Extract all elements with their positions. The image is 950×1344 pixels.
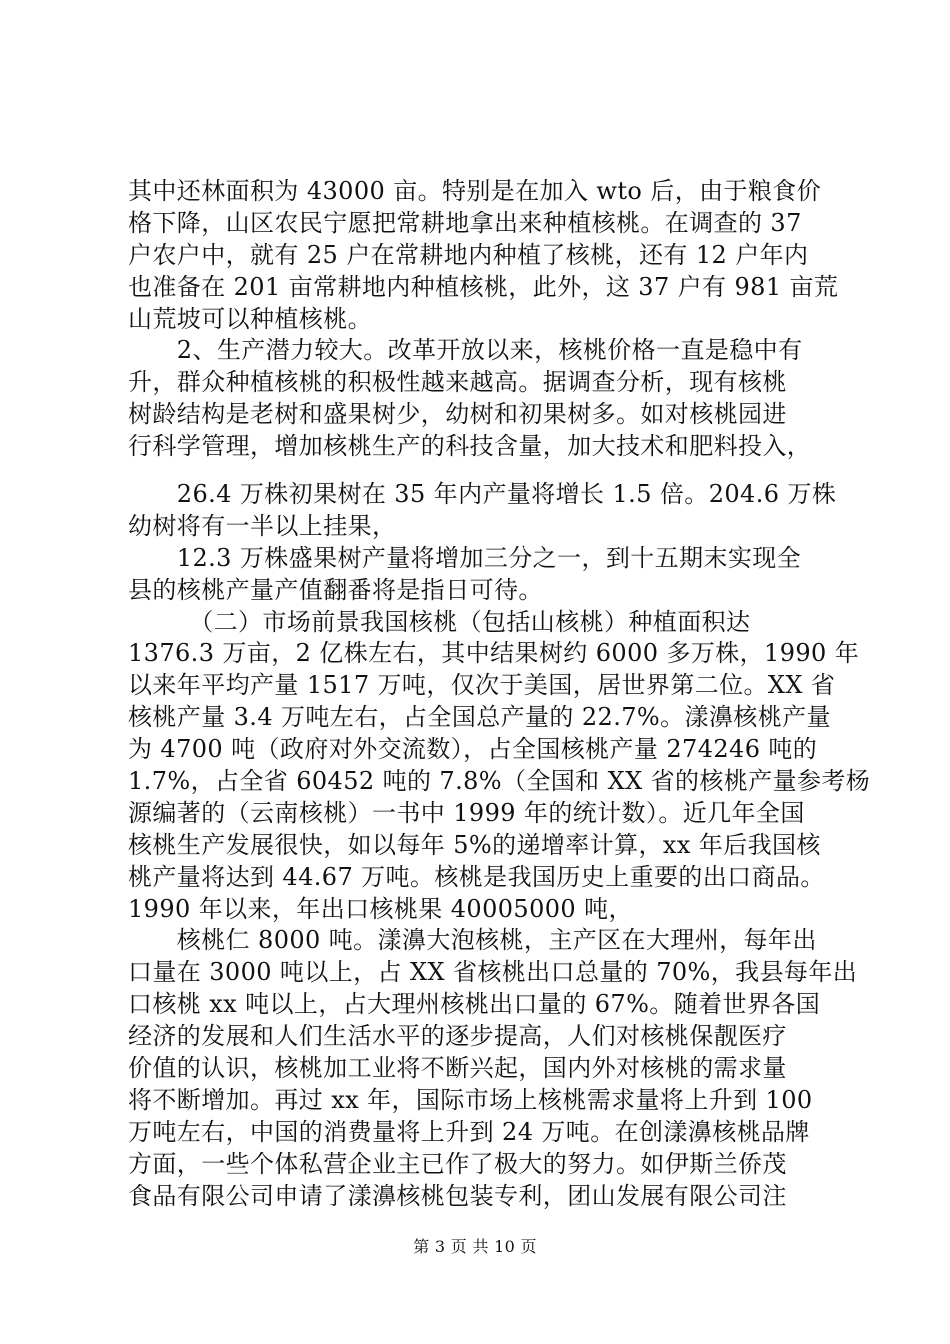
text-line: 1990 年以来，年出口核桃果 40005000 吨， <box>128 894 633 923</box>
paragraph-block-1 <box>128 176 839 463</box>
text-line: 行科学管理，增加核桃生产的科技含量，加大技术和肥料投入， <box>128 432 812 461</box>
text-line: 方面，一些个体私营企业主已作了极大的努力。如伊斯兰侨茂 <box>128 1149 787 1178</box>
text-line: 升，群众种植核桃的积极性越来越高。据调查分析，现有核桃 <box>128 368 787 397</box>
text-line: 将不断增加。再过 xx 年，国际市场上核桃需求量将上升到 100 <box>128 1085 813 1114</box>
text-line: 1.7%，占全省 60452 吨的 7.8%（全国和 XX 省的核桃产量参考杨 <box>128 767 871 796</box>
text-line: 也准备在 201 亩常耕地内种植核桃，此外，这 37 户有 981 亩荒 <box>128 272 839 301</box>
text-line: 口核桃 xx 吨以上，占大理州核桃出口量的 67%。随着世界各国 <box>128 990 821 1019</box>
page-footer <box>0 1237 950 1257</box>
text-line: 户农户中，就有 25 户在常耕地内种植了核桃，还有 12 户年内 <box>128 240 809 269</box>
text-line: 核桃仁 8000 吨。漾濞大泡核桃，主产区在大理州，每年出 <box>128 926 817 955</box>
text-line: 格下降，山区农民宁愿把常耕地拿出来种植核桃。在调查的 37 <box>128 208 802 237</box>
text-line: 1376.3 万亩，2 亿株左右，其中结果树约 6000 多万株，1990 年 <box>128 639 860 668</box>
text-line: 山荒坡可以种植核桃。 <box>128 304 372 333</box>
text-line: 核桃产量 3.4 万吨左右，占全国总产量的 22.7%。漾濞核桃产量 <box>128 703 831 732</box>
text-line: 核桃生产发展很快，如以每年 5%的递增率计算，xx 年后我国核 <box>128 830 821 859</box>
text-line: 其中还林面积为 43000 亩。特别是在加入 wto 后，由于粮食价 <box>128 177 822 205</box>
text-line: 为 4700 吨（政府对外交流数），占全国核桃产量 274246 吨的 <box>128 735 818 764</box>
text-line: 树龄结构是老树和盛果树少，幼树和初果树多。如对核桃园进 <box>128 400 787 429</box>
page-number-indicator: 第 3 页 共 10 页 <box>413 1237 537 1256</box>
text-line: 桃产量将达到 44.67 万吨。核桃是我国历史上重要的出口商品。 <box>128 862 825 891</box>
text-line: 价值的认识，核桃加工业将不断兴起，国内外对核桃的需求量 <box>128 1054 787 1083</box>
text-line: 口量在 3000 吨以上，占 XX 省核桃出口总量的 70%，我县每年出 <box>128 958 858 987</box>
text-line: （二）市场前景我国核桃（包括山核桃）种植面积达 <box>128 607 751 636</box>
text-line: 食品有限公司申请了漾濞核桃包装专利，团山发展有限公司注 <box>128 1181 787 1210</box>
text-line: 幼树将有一半以上挂果， <box>128 511 397 540</box>
text-line: 12.3 万株盛果树产量将增加三分之一，到十五期末实现全 <box>128 543 802 572</box>
text-line: 以来年平均产量 1517 万吨，仅次于美国，居世界第二位。XX 省 <box>128 671 836 700</box>
paragraph-block-2 <box>128 479 871 1212</box>
text-line: 经济的发展和人们生活水平的逐步提高，人们对核桃保靓医疗 <box>128 1022 787 1051</box>
text-line: 源编著的（云南核桃）一书中 1999 年的统计数）。近几年全国 <box>128 798 805 827</box>
text-line: 县的核桃产量产值翻番将是指日可待。 <box>128 575 543 604</box>
text-line: 2、生产潜力较大。改革开放以来，核桃价格一直是稳中有 <box>128 336 803 365</box>
text-line: 26.4 万株初果树在 35 年内产量将增长 1.5 倍。204.6 万株 <box>128 480 837 508</box>
text-line: 万吨左右，中国的消费量将上升到 24 万吨。在创漾濞核桃品牌 <box>128 1117 810 1146</box>
